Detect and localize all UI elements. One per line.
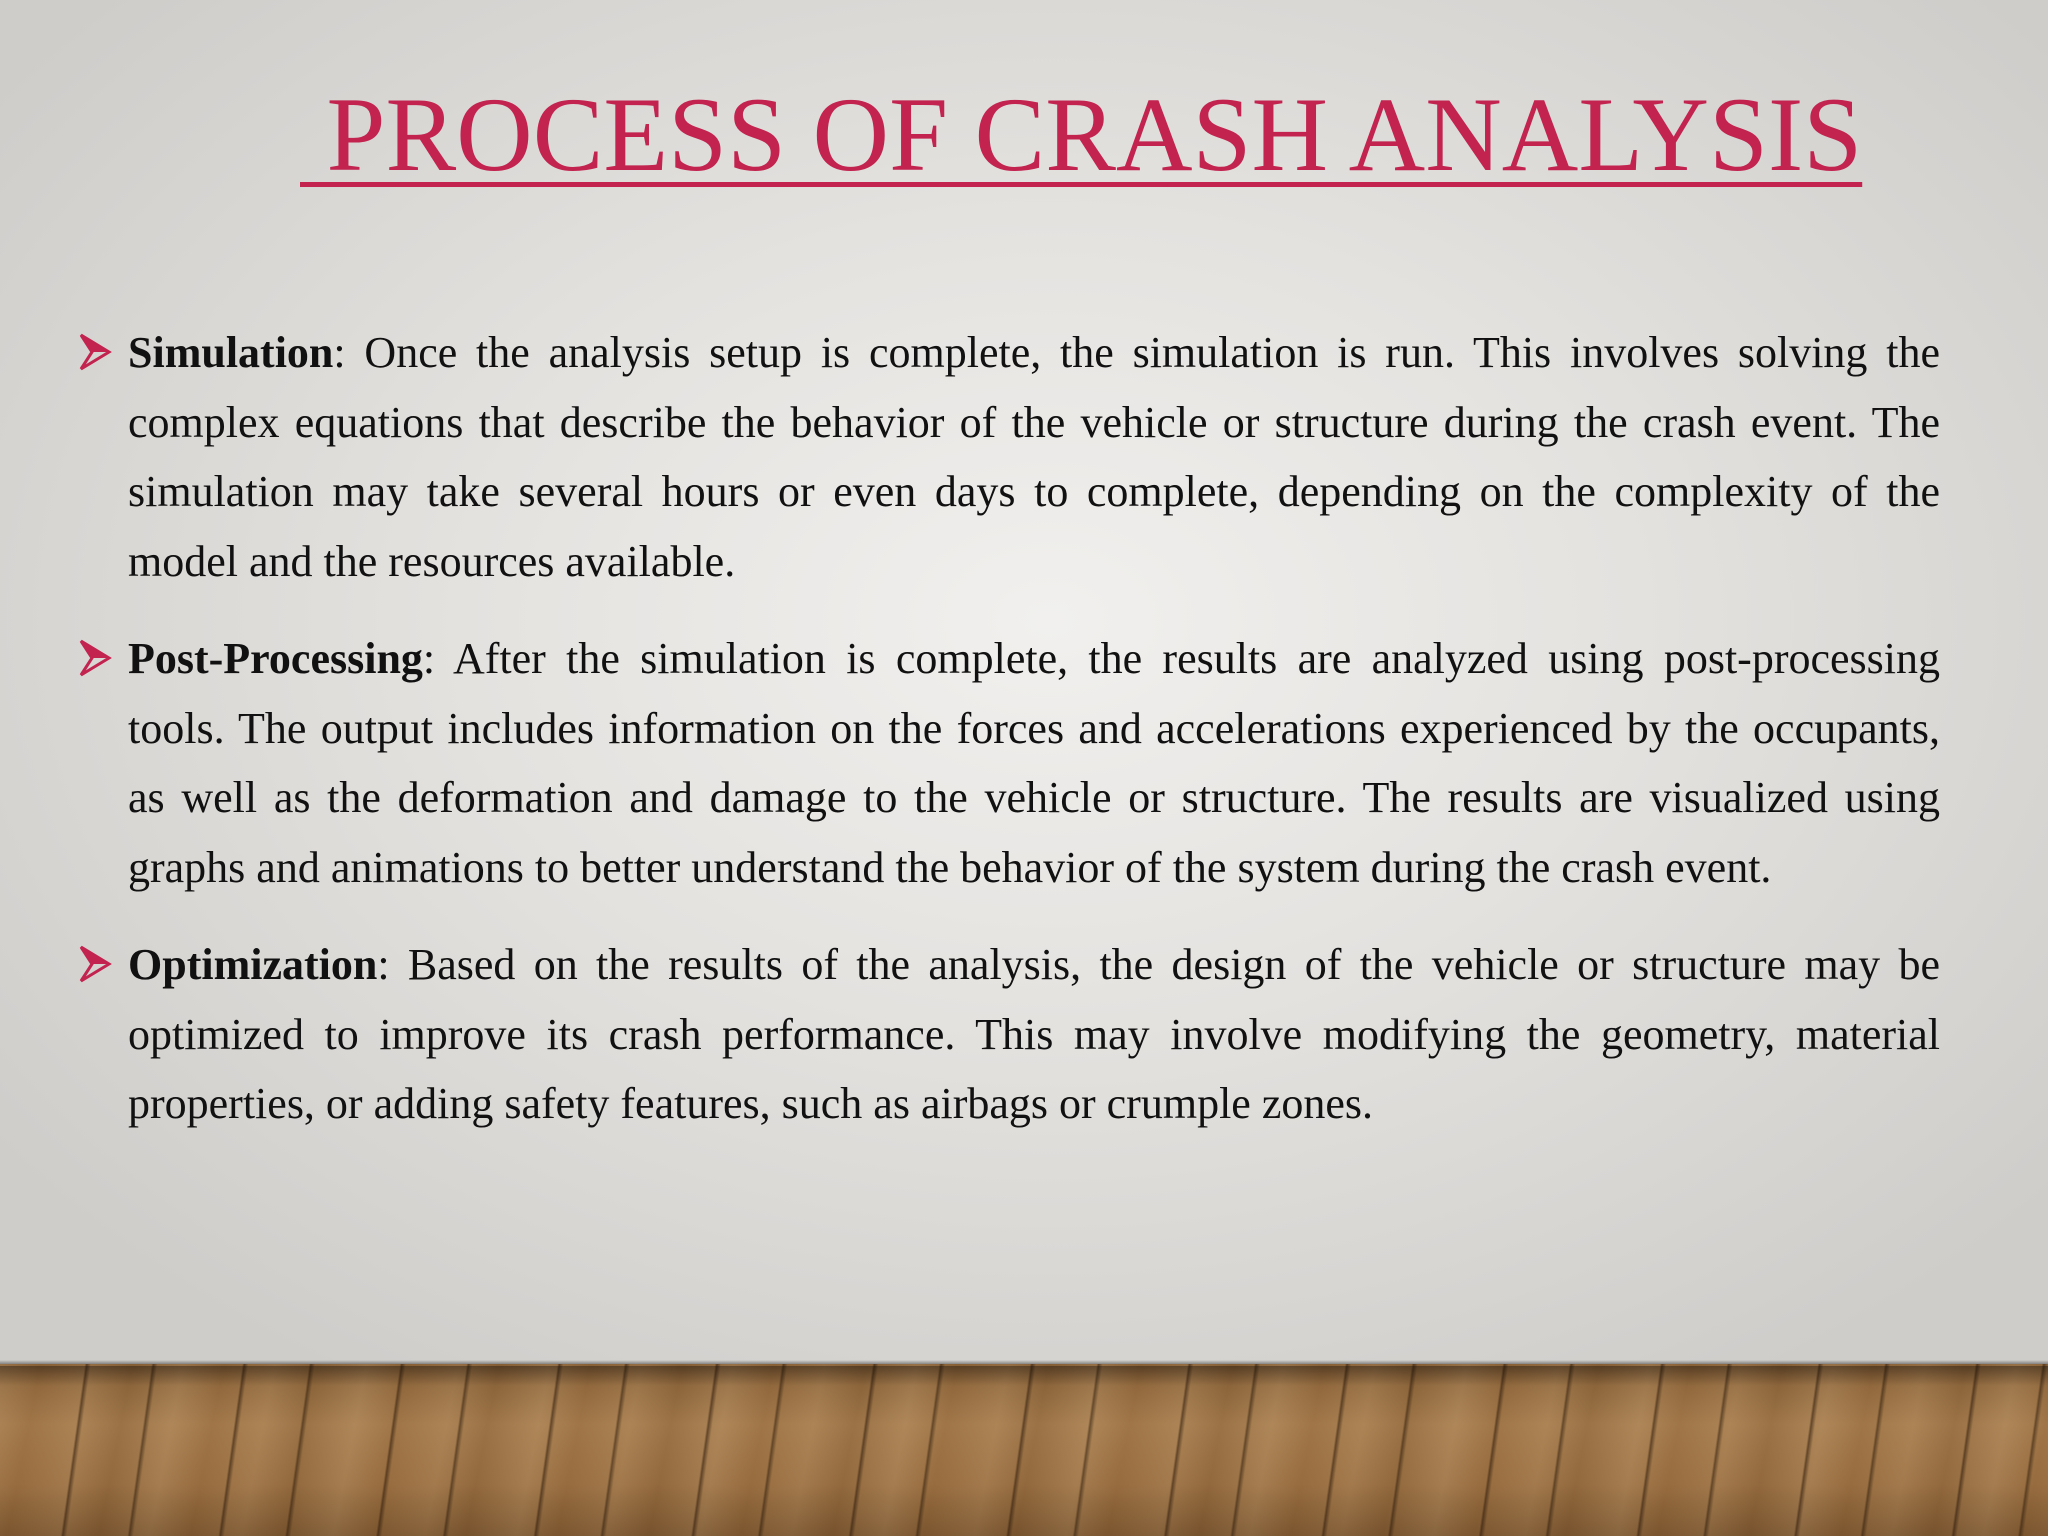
bullet-list (78, 318, 1940, 1167)
arrowhead-bullet-icon (78, 332, 112, 372)
bullet-item-simulation (78, 318, 1940, 596)
bullet-text: : After the simulation is complete, the results are analyzed using post-processing tools. The output includes information on the forces and accelerations experienced by the occupants, as well as the deformation and damage to the vehicle or structure. The results are visualized using graphs and animations to better understand the behavior of the system during the crash event. (128, 634, 1940, 892)
bullet-term: Optimization (128, 940, 378, 989)
floor-shadow (0, 1366, 2048, 1386)
bullet-item-post-processing (78, 624, 1940, 902)
slide-title: PROCESS OF CRASH ANALYSIS (300, 76, 1863, 193)
bullet-item-optimization (78, 930, 1940, 1139)
wood-floor-image (0, 1364, 2048, 1536)
arrowhead-bullet-icon (78, 944, 112, 984)
bullet-term: Simulation (128, 328, 334, 377)
bullet-text: : Based on the results of the analysis, the design of the vehicle or structure may be optimized to improve its crash performance. This may involve modifying the geometry, material properties, or adding safety features, such as airbags or crumple zones. (128, 940, 1940, 1128)
bullet-text: : Once the analysis setup is complete, the simulation is run. This involves solving the complex equations that describe the behavior of the vehicle or structure during the crash event. The simulation may take several hours or even days to complete, depending on the complexity of the model and the resources available. (128, 328, 1940, 586)
arrowhead-bullet-icon (78, 638, 112, 678)
bullet-term: Post-Processing (128, 634, 423, 683)
